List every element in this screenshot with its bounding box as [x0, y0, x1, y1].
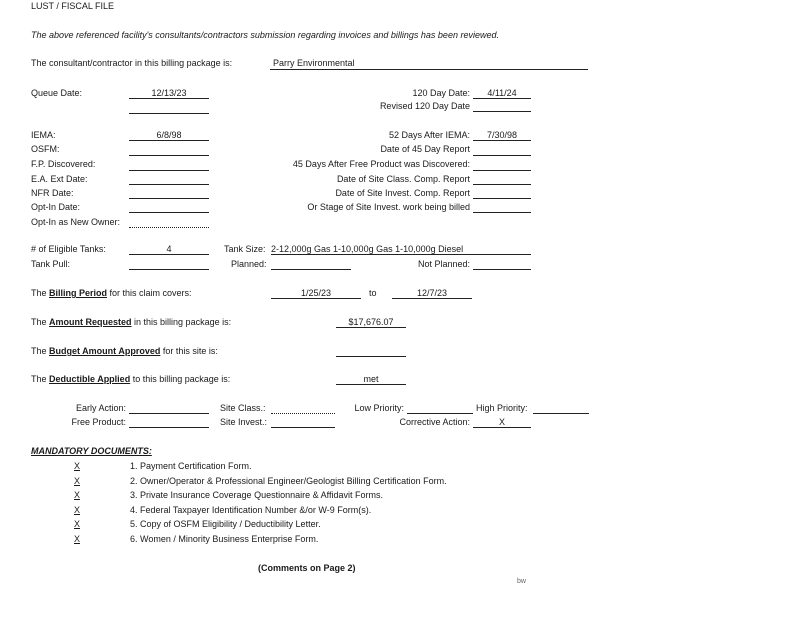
corrective-action-value: X — [498, 417, 505, 427]
queue-date-label: Queue Date: — [31, 88, 83, 98]
not-planned-label: Not Planned: — [417, 259, 470, 269]
revised120-line — [473, 111, 531, 112]
mandatory-check-mark: X — [74, 476, 81, 486]
low-priority-line — [407, 413, 473, 414]
siteclass-report-label: Date of Site Class. Comp. Report — [336, 174, 470, 184]
consultant-value: Parry Environmental — [273, 58, 355, 68]
day120-line — [473, 98, 531, 99]
eligible-tanks-label: # of Eligible Tanks: — [31, 244, 106, 254]
mandatory-check-mark: X — [74, 461, 81, 471]
mandatory-check-mark: X — [74, 519, 81, 529]
report45-line — [473, 155, 531, 156]
billing-period-from-line — [271, 298, 361, 299]
deductible-applied-label: The Deductible Applied to this billing package is: — [31, 374, 231, 384]
document-title: LUST / FISCAL FILE — [31, 1, 115, 11]
days52-value: 7/30/98 — [486, 130, 518, 140]
optin-label: Opt-In Date: — [31, 202, 81, 212]
amount-requested-value: $17,676.07 — [348, 317, 394, 327]
days52-line — [473, 140, 531, 141]
siteclass-report-line — [473, 184, 531, 185]
comments-note: (Comments on Page 2) — [258, 563, 356, 573]
amount-requested-line — [336, 327, 406, 328]
consultant-line — [270, 69, 588, 70]
stage-label: Or Stage of Site Invest. work being billed — [307, 202, 470, 212]
high-priority-line — [533, 413, 589, 414]
mandatory-item-text: 1. Payment Certification Form. — [130, 461, 252, 471]
report45-label: Date of 45 Day Report — [380, 144, 470, 154]
mandatory-item-text: 5. Copy of OSFM Eligibility / Deductibility Letter. — [130, 519, 321, 529]
ea-ext-label: E.A. Ext Date: — [31, 174, 88, 184]
mandatory-heading: MANDATORY DOCUMENTS: — [31, 446, 152, 456]
fp-discovered-label: F.P. Discovered: — [31, 159, 96, 169]
mandatory-check-mark: X — [74, 505, 81, 515]
osfm-label: OSFM: — [31, 144, 60, 154]
tank-size-label: Tank Size: — [224, 244, 266, 254]
queue-date-line-2 — [129, 113, 209, 114]
mandatory-item-text: 2. Owner/Operator & Professional Engineer/Geologist Billing Certification Form. — [130, 476, 447, 486]
eligible-tanks-value: 4 — [166, 244, 172, 254]
queue-date-line — [129, 98, 209, 99]
mandatory-item-text: 4. Federal Taxpayer Identification Number &/or W-9 Form(s). — [130, 505, 372, 515]
budget-approved-line — [336, 356, 406, 357]
free45-line — [473, 170, 531, 171]
osfm-line — [129, 155, 209, 156]
optin-owner-line — [129, 227, 209, 228]
site-class-label: Site Class.: — [220, 403, 266, 413]
nfr-line — [129, 198, 209, 199]
deductible-value: met — [363, 374, 379, 384]
stage-line — [473, 212, 531, 213]
budget-approved-label: The Budget Amount Approved for this site is: — [31, 346, 218, 356]
planned-line — [271, 269, 351, 270]
nfr-label: NFR Date: — [31, 188, 74, 198]
mandatory-check-mark: X — [74, 534, 81, 544]
days52-label: 52 Days After IEMA: — [388, 130, 470, 140]
iema-value: 6/8/98 — [156, 130, 182, 140]
optin-owner-label: Opt-In as New Owner: — [31, 217, 121, 227]
mandatory-item-text: 3. Private Insurance Coverage Questionnaire & Affidavit Forms. — [130, 490, 383, 500]
revised120-label: Revised 120 Day Date — [379, 101, 470, 111]
free-product-line — [129, 427, 209, 428]
day120-value: 4/11/24 — [487, 88, 517, 98]
tank-pull-line — [129, 269, 209, 270]
tank-pull-label: Tank Pull: — [31, 259, 71, 269]
iema-label: IEMA: — [31, 130, 56, 140]
corrective-action-label: Corrective Action: — [399, 417, 470, 427]
early-action-label: Early Action: — [75, 403, 126, 413]
siteinvest-report-label: Date of Site Invest. Comp. Report — [335, 188, 470, 198]
fp-discovered-line — [129, 170, 209, 171]
site-class-line — [271, 413, 335, 414]
eligible-tanks-line — [129, 254, 209, 255]
mandatory-item-text: 6. Women / Minority Business Enterprise Form. — [130, 534, 319, 544]
siteinvest-report-line — [473, 198, 531, 199]
site-invest-label: Site Invest.: — [220, 417, 268, 427]
consultant-label: The consultant/contractor in this billing package is: — [31, 58, 233, 68]
tank-size-value: 2-12,000g Gas 1-10,000g Gas 1-10,000g Diesel — [271, 244, 464, 254]
day120-label: 120 Day Date: — [412, 88, 470, 98]
site-invest-line — [271, 427, 335, 428]
queue-date-value: 12/13/23 — [151, 88, 187, 98]
ea-ext-line — [129, 184, 209, 185]
tank-size-line — [271, 254, 531, 255]
iema-line — [129, 140, 209, 141]
early-action-line — [129, 413, 209, 414]
not-planned-line — [473, 269, 531, 270]
high-priority-label: High Priority: — [476, 403, 528, 413]
reviewer-initials: bw — [517, 578, 526, 585]
corrective-action-line — [473, 427, 531, 428]
billing-period-label: The Billing Period for this claim covers: — [31, 288, 192, 298]
free45-label: 45 Days After Free Product was Discovered: — [292, 159, 470, 169]
billing-period-from: 1/25/23 — [300, 288, 332, 298]
billing-period-to-label: to — [369, 288, 377, 298]
mandatory-check-mark: X — [74, 490, 81, 500]
free-product-label: Free Product: — [71, 417, 126, 427]
optin-line — [129, 212, 209, 213]
billing-period-to-line — [392, 298, 472, 299]
deductible-line — [336, 384, 406, 385]
amount-requested-label: The Amount Requested in this billing package is: — [31, 317, 232, 327]
planned-label: Planned: — [231, 259, 267, 269]
review-statement: The above referenced facility's consultants/contractors submission regarding invoices and billings has been reviewed. — [31, 30, 499, 40]
billing-period-to: 12/7/23 — [416, 288, 448, 298]
low-priority-label: Low Priority: — [354, 403, 404, 413]
